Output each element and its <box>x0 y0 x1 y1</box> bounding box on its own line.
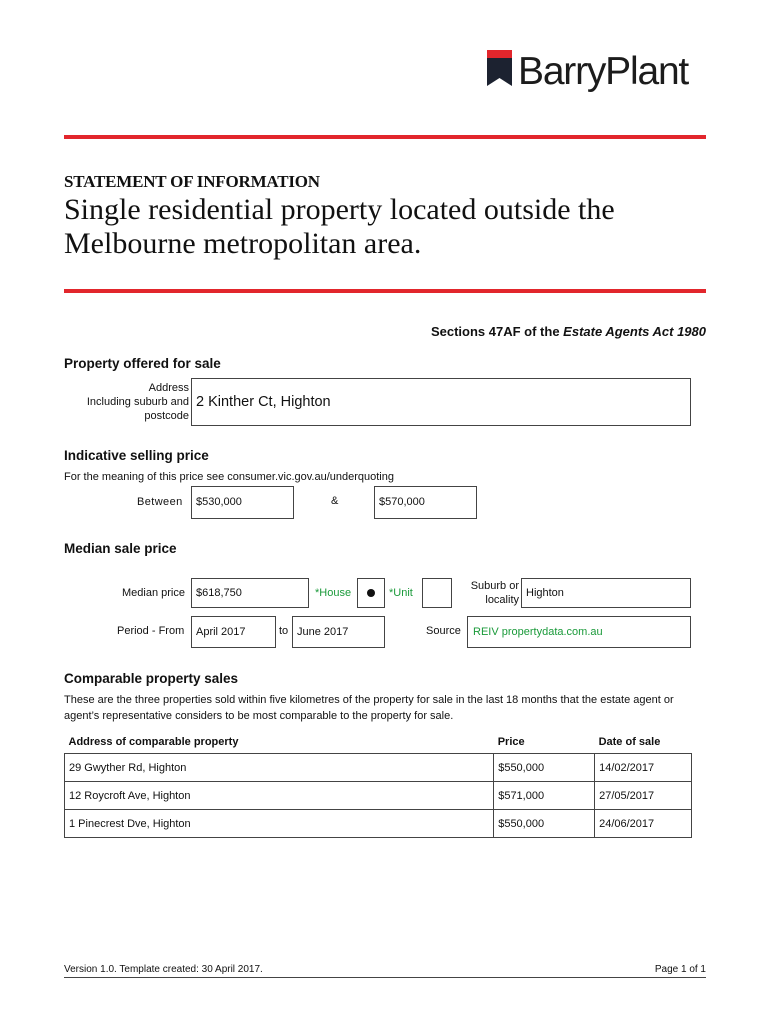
table-row <box>65 810 692 838</box>
and-label: & <box>331 495 339 507</box>
median-price-label: Median price <box>122 587 185 599</box>
comparable-heading: Comparable property sales <box>64 671 239 686</box>
period-to-field[interactable] <box>292 616 385 648</box>
footer-divider <box>64 977 706 978</box>
house-label: *House <box>315 587 352 599</box>
indicative-heading: Indicative selling price <box>64 448 209 463</box>
price-high-field[interactable] <box>374 486 477 519</box>
suburb-value: Highton <box>526 587 564 599</box>
table-row <box>65 754 692 782</box>
address-label-line-2: Including suburb and <box>86 396 189 408</box>
median-price-value: $618,750 <box>196 587 242 599</box>
median-heading: Median sale price <box>64 541 177 556</box>
source-label: Source <box>426 625 461 637</box>
column-header-address: Address of comparable property <box>68 736 239 748</box>
sections-reference <box>431 324 706 339</box>
table-row <box>65 782 692 810</box>
comparable-date[interactable]: 27/05/2017 <box>595 782 692 810</box>
unit-label: *Unit <box>389 587 413 599</box>
brand-logo-text: BarryPlant <box>518 50 689 93</box>
suburb-field[interactable] <box>521 578 691 608</box>
column-header-date: Date of sale <box>598 736 661 748</box>
address-label <box>49 381 189 423</box>
address-field[interactable] <box>191 378 691 426</box>
source-value: REIV propertydata.com.au <box>473 626 603 638</box>
to-label: to <box>279 625 289 637</box>
address-label-line-3: postcode <box>144 410 189 422</box>
column-header-price: Price <box>497 736 525 748</box>
period-to-value: June 2017 <box>297 626 349 638</box>
table-header-row <box>65 731 692 754</box>
title-divider <box>64 289 706 293</box>
footer-page-number: Page 1 of 1 <box>654 964 706 975</box>
house-radio[interactable] <box>357 578 385 608</box>
comparable-description: These are the three properties sold within five kilometres of the property for sale in the last 18 months that the estate agent or agent’s representative considers to be most comparable to the property for sale. <box>64 694 674 722</box>
unit-radio[interactable] <box>422 578 452 608</box>
page-title: Single residential property located outside the Melbourne metropolitan area. <box>64 193 615 260</box>
period-label: Period - From <box>117 625 185 637</box>
suburb-label-line-1: Suburb or <box>470 580 519 592</box>
suburb-label <box>449 579 519 607</box>
sections-prefix: Sections 47AF of the <box>430 324 564 339</box>
indicative-note: For the meaning of this price see consumer.vic.gov.au/underquoting <box>64 471 394 483</box>
comparable-date[interactable]: 14/02/2017 <box>595 754 692 782</box>
top-divider <box>64 135 706 139</box>
address-value: 2 Kinther Ct, Highton <box>196 394 331 410</box>
comparable-date[interactable]: 24/06/2017 <box>595 810 692 838</box>
statement-title: STATEMENT OF INFORMATION <box>64 172 320 191</box>
address-label-line-1: Address <box>148 382 189 394</box>
price-low-value: $530,000 <box>196 496 242 508</box>
median-price-field[interactable] <box>191 578 309 608</box>
comparable-address[interactable]: 1 Pinecrest Dve, Highton <box>65 810 494 838</box>
comparable-address[interactable]: 29 Gwyther Rd, Highton <box>65 754 494 782</box>
comparable-price[interactable]: $571,000 <box>494 782 595 810</box>
property-heading: Property offered for sale <box>64 356 221 371</box>
price-high-value: $570,000 <box>379 496 425 508</box>
price-low-field[interactable] <box>191 486 294 519</box>
source-field[interactable] <box>467 616 691 648</box>
comparable-table <box>64 731 692 838</box>
suburb-label-line-2: locality <box>485 594 519 606</box>
comparable-address[interactable]: 12 Roycroft Ave, Highton <box>65 782 494 810</box>
between-label: Between <box>137 496 183 508</box>
period-from-value: April 2017 <box>196 626 246 638</box>
act-name: Estate Agents Act 1980 <box>563 324 706 339</box>
comparable-price[interactable]: $550,000 <box>494 754 595 782</box>
comparable-price[interactable]: $550,000 <box>494 810 595 838</box>
house-radio-selected-dot <box>367 589 375 597</box>
footer-version: Version 1.0. Template created: 30 April 2017. <box>64 964 263 975</box>
flag-logo-icon <box>487 50 512 86</box>
period-from-field[interactable] <box>191 616 276 648</box>
